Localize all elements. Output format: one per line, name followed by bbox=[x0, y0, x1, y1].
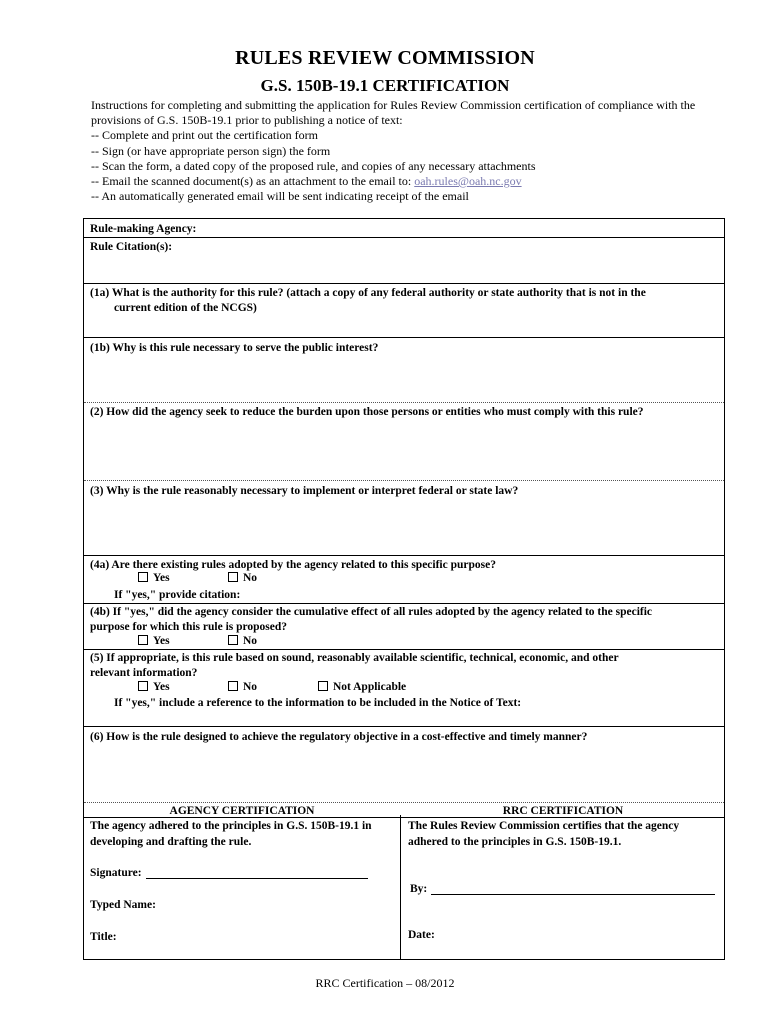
q4b-yes-option[interactable] bbox=[138, 635, 170, 647]
question-4a: (4a) Are there existing rules adopted by the agency related to this specific purpose? bbox=[90, 559, 496, 571]
email-link[interactable]: oah.rules@oah.nc.gov bbox=[414, 174, 522, 189]
by-line[interactable] bbox=[431, 881, 715, 895]
question-4b-line2: purpose for which this rule is proposed? bbox=[90, 621, 288, 634]
instructions bbox=[91, 98, 741, 204]
question-6: (6) How is the rule designed to achieve the regulatory objective in a cost-effective and timely manner? bbox=[90, 731, 588, 743]
signature-label: Signature: bbox=[90, 867, 142, 879]
signature-field[interactable] bbox=[90, 865, 368, 879]
by-label: By: bbox=[410, 883, 428, 895]
signature-line[interactable] bbox=[146, 865, 368, 879]
q5-not-applicable-option[interactable] bbox=[318, 681, 406, 693]
divider bbox=[84, 237, 724, 238]
checkbox[interactable] bbox=[228, 635, 238, 645]
checkbox[interactable] bbox=[318, 681, 328, 691]
divider bbox=[84, 480, 724, 481]
title-label: Title: bbox=[90, 931, 117, 943]
divider bbox=[84, 283, 724, 284]
instructions-intro: Instructions for completing and submitting the application for Rules Review Commission certification of compliance with the provisions of G.S. 150B-19.1 prior to publishing a notice of text: bbox=[91, 98, 696, 128]
instruction-step-1: -- Complete and print out the certification form bbox=[91, 128, 318, 143]
checkbox[interactable] bbox=[228, 572, 238, 582]
question-1a-line2: current edition of the NCGS) bbox=[114, 302, 257, 315]
instruction-step-5: -- An automatically generated email will be sent indicating receipt of the email bbox=[91, 189, 469, 204]
question-3: (3) Why is the rule reasonably necessary to implement or interpret federal or state law? bbox=[90, 485, 519, 497]
date-label: Date: bbox=[408, 929, 435, 941]
question-1a-line1: (1a) What is the authority for this rule? (attach a copy of any federal authority or state authority that is not in the bbox=[90, 287, 646, 299]
no-label: No bbox=[243, 572, 258, 584]
question-5 bbox=[90, 651, 720, 682]
yes-label: Yes bbox=[153, 572, 170, 584]
divider bbox=[84, 603, 724, 604]
divider bbox=[84, 402, 724, 403]
page-subtitle: G.S. 150B-19.1 CERTIFICATION bbox=[260, 76, 510, 95]
question-1b: (1b) Why is this rule necessary to serve the public interest? bbox=[90, 342, 379, 354]
checkbox[interactable] bbox=[138, 572, 148, 582]
yes-label: Yes bbox=[153, 635, 170, 647]
citation-label: Rule Citation(s): bbox=[90, 241, 173, 253]
agency-label: Rule-making Agency: bbox=[90, 223, 197, 235]
footer: RRC Certification – 08/2012 bbox=[315, 976, 455, 990]
typed-name-label: Typed Name: bbox=[90, 899, 156, 911]
checkbox[interactable] bbox=[228, 681, 238, 691]
divider bbox=[84, 649, 724, 650]
certification-form bbox=[83, 218, 725, 960]
not-applicable-label: Not Applicable bbox=[333, 681, 407, 693]
divider bbox=[84, 726, 724, 727]
rrc-certification-text: The Rules Review Commission certifies that the agency adhered to the principles in G.S. 150B-19.1. bbox=[408, 820, 680, 848]
q4a-no-option[interactable] bbox=[228, 572, 257, 584]
instruction-step-4-text: -- Email the scanned document(s) as an attachment to the email to: bbox=[91, 174, 415, 189]
no-label: No bbox=[243, 681, 258, 693]
agency-certification-text: The agency adhered to the principles in G.S. 150B-19.1 in developing and drafting the rule. bbox=[90, 820, 372, 848]
question-4b bbox=[90, 605, 720, 636]
no-label: No bbox=[243, 635, 258, 647]
divider bbox=[84, 337, 724, 338]
instruction-step-4 bbox=[91, 174, 741, 189]
instruction-step-2: -- Sign (or have appropriate person sign) the form bbox=[91, 143, 331, 158]
yes-label: Yes bbox=[153, 681, 170, 693]
q5-no-option[interactable] bbox=[228, 681, 257, 693]
checkbox[interactable] bbox=[138, 681, 148, 691]
rrc-certification-heading: RRC CERTIFICATION bbox=[502, 805, 624, 817]
divider bbox=[84, 802, 724, 803]
question-4a-followup: If "yes," provide citation: bbox=[114, 589, 241, 601]
q4b-no-option[interactable] bbox=[228, 635, 257, 647]
question-1a bbox=[90, 286, 720, 317]
q5-yes-option[interactable] bbox=[138, 681, 170, 693]
agency-certification-heading: AGENCY CERTIFICATION bbox=[169, 805, 315, 817]
question-5-line2: relevant information? bbox=[90, 667, 198, 680]
question-5-followup: If "yes," include a reference to the information to be included in the Notice of Text: bbox=[114, 697, 522, 709]
question-5-line1: (5) If appropriate, is this rule based on sound, reasonably available scientific, technical, economic, and other bbox=[90, 652, 619, 664]
column-divider bbox=[400, 815, 401, 960]
by-field[interactable] bbox=[410, 881, 715, 895]
checkbox[interactable] bbox=[138, 635, 148, 645]
divider bbox=[84, 817, 724, 818]
divider bbox=[84, 555, 724, 556]
question-4b-line1: (4b) If "yes," did the agency consider the cumulative effect of all rules adopted by the agency related to the specific bbox=[90, 606, 653, 618]
page-title: RULES REVIEW COMMISSION bbox=[235, 47, 535, 69]
instruction-step-3: -- Scan the form, a dated copy of the proposed rule, and copies of any necessary attachments bbox=[91, 158, 536, 173]
q4a-yes-option[interactable] bbox=[138, 572, 170, 584]
question-2: (2) How did the agency seek to reduce the burden upon those persons or entities who must comply with this rule? bbox=[90, 406, 644, 418]
